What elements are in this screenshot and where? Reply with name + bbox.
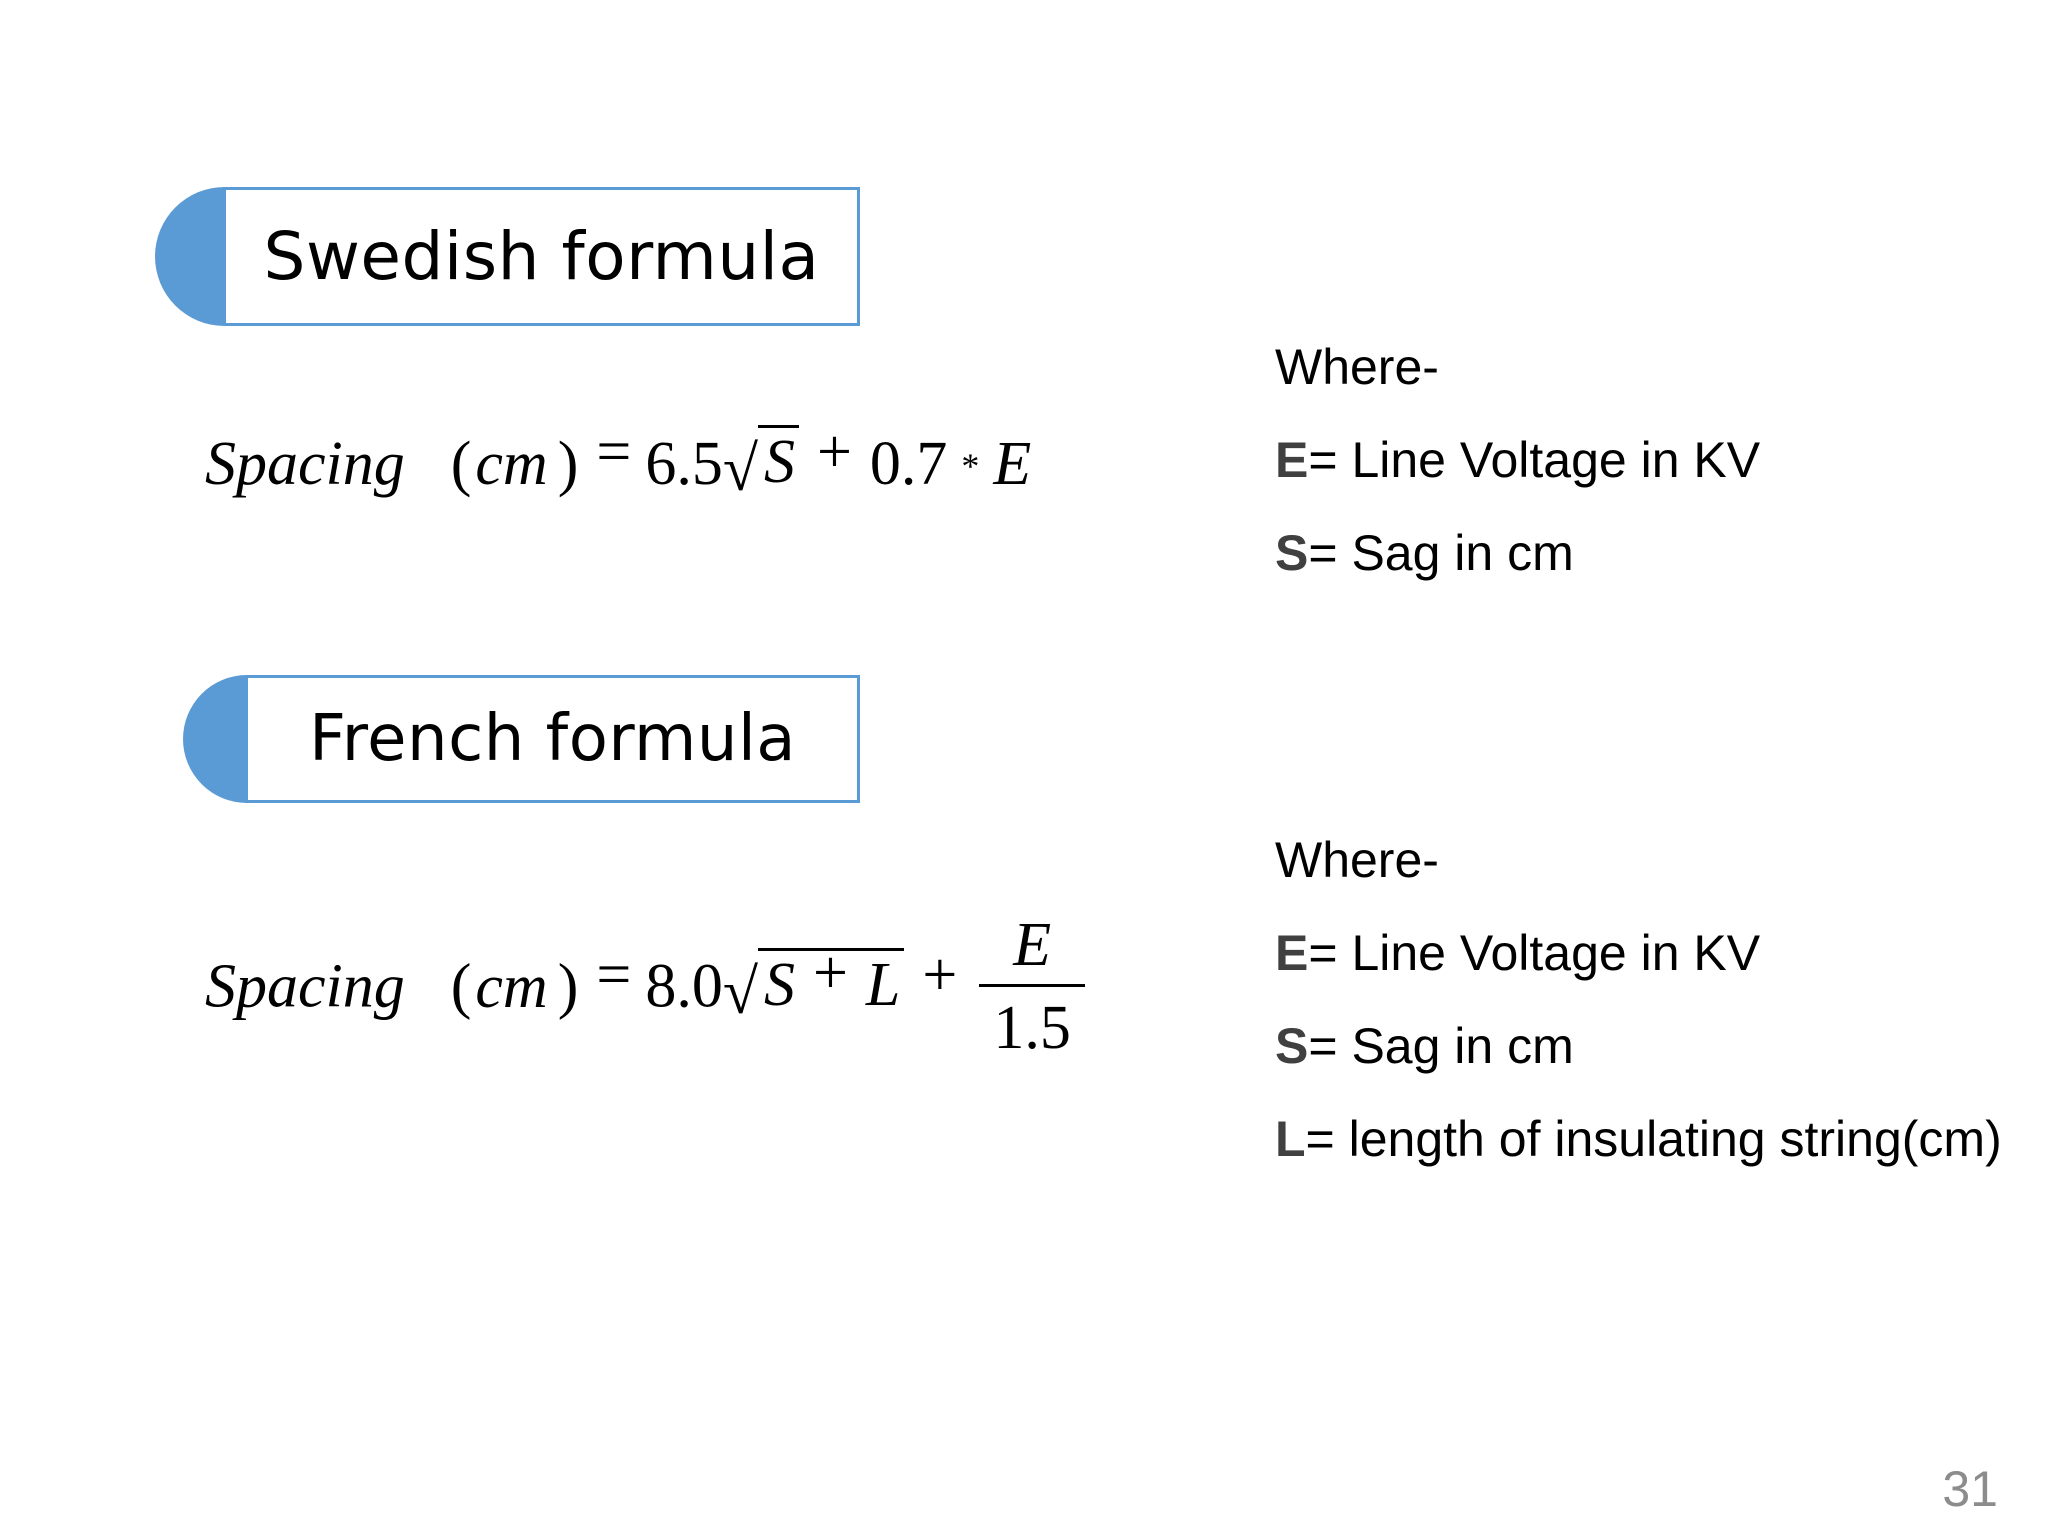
definition-symbol: E [1275,925,1309,981]
radical-sign: √ [722,433,758,505]
formula-variable: E [993,430,1032,499]
square-root [722,938,905,1027]
definition-symbol: E [1275,432,1309,488]
radicand-plus-sign: + [812,938,848,1007]
formula-lhs: Spacing [205,430,405,499]
definition-symbol: S [1275,1018,1309,1074]
french-heading [183,675,860,803]
definition-row [1275,925,1761,981]
french-heading-title: French formula [245,675,860,803]
radicand: S [763,428,795,496]
unit-open-paren: ( [450,952,472,1021]
definition-text: = Line Voltage in KV [1308,925,1761,981]
swedish-heading-title: Swedish formula [223,187,860,326]
radical-sign: √ [722,955,758,1027]
where-label: Where- [1275,832,1439,888]
definition-text: = Sag in cm [1308,525,1574,581]
definition-row [1275,1111,2002,1167]
formula-unit: cm [475,430,548,499]
swedish-formula [205,418,1032,505]
formula-lhs: Spacing [205,952,405,1021]
formula-coefficient: 6.5 [645,430,723,499]
unit-open-paren: ( [450,430,472,499]
definition-text: = length of insulating string(cm) [1305,1111,2002,1167]
square-root [722,425,799,505]
equals-sign: = [596,418,632,487]
plus-sign: + [816,418,852,487]
radicand-s: S [763,950,795,1019]
formula-unit: cm [475,952,548,1021]
multiply-sign: * [961,446,980,487]
plus-sign: + [922,940,958,1009]
swedish-heading [155,187,860,326]
definition-row [1275,525,1574,581]
formula-coefficient-2: 0.7 [869,430,948,499]
unit-close-paren: ) [557,952,579,1021]
fraction-denominator: 1.5 [979,984,1085,1059]
definition-symbol: L [1275,1111,1306,1167]
french-formula [205,911,1085,1065]
fraction [979,911,1085,1062]
fraction-numerator: E [1013,911,1052,979]
formula-coefficient: 8.0 [645,952,723,1021]
where-label: Where- [1275,339,1439,395]
page-number: 31 [1942,1461,1998,1517]
definition-text: = Sag in cm [1308,1018,1574,1074]
unit-close-paren: ) [557,430,579,499]
definition-row [1275,432,1761,488]
definition-text: = Line Voltage in KV [1308,432,1761,488]
equals-sign: = [596,940,632,1009]
definition-row [1275,1018,1574,1074]
radicand-l: L [865,950,901,1019]
definition-symbol: S [1275,525,1309,581]
